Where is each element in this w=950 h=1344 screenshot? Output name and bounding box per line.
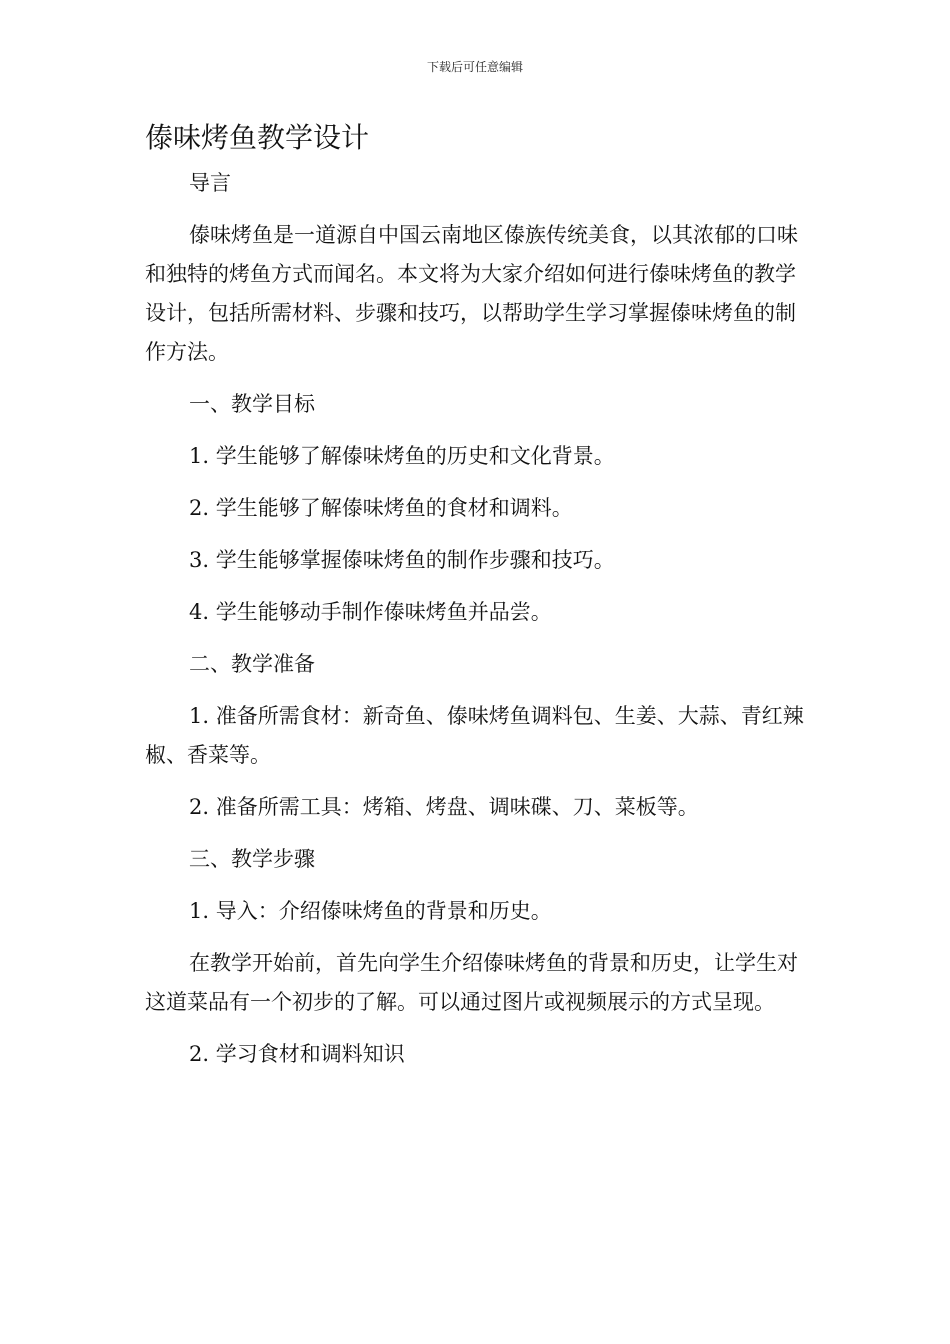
list-item-prep-1: 1. 准备所需食材：新奇鱼、傣味烤鱼调料包、生姜、大蒜、青红辣椒、香菜等。: [145, 704, 804, 767]
document-body: [145, 164, 810, 1087]
paragraph-intro-heading: 导言: [189, 171, 231, 195]
list-item-goal-3: 3. 学生能够掌握傣味烤鱼的制作步骤和技巧。: [189, 548, 615, 572]
list-item-goal-4: 4. 学生能够动手制作傣味烤鱼并品尝。: [189, 600, 552, 624]
list-item-step-1: 1. 导入：介绍傣味烤鱼的背景和历史。: [189, 899, 552, 923]
list-item-step-2: 2. 学习食材和调料知识: [189, 1042, 405, 1066]
paragraph-intro: 傣味烤鱼是一道源自中国云南地区傣族传统美食，以其浓郁的口味和独特的烤鱼方式而闻名。本文将为大家介绍如何进行傣味烤鱼的教学设计，包括所需材料、步骤和技巧，以帮助学生学习掌握傣味烤鱼的制作方法。: [145, 223, 798, 364]
page-header: 下载后可任意编辑: [426, 60, 523, 74]
section-heading-goals: 一、教学目标: [189, 392, 315, 416]
list-item-prep-2: 2. 准备所需工具：烤箱、烤盘、调味碟、刀、菜板等。: [189, 795, 699, 819]
document-title: 傣味烤鱼教学设计: [145, 121, 370, 154]
list-item-goal-1: 1. 学生能够了解傣味烤鱼的历史和文化背景。: [189, 444, 615, 468]
section-heading-steps: 三、教学步骤: [189, 847, 315, 871]
section-heading-preparation: 二、教学准备: [189, 652, 315, 676]
paragraph-step-1-detail: 在教学开始前，首先向学生介绍傣味烤鱼的背景和历史，让学生对这道菜品有一个初步的了解。可以通过图片或视频展示的方式呈现。: [145, 951, 798, 1014]
list-item-goal-2: 2. 学生能够了解傣味烤鱼的食材和调料。: [189, 496, 573, 520]
